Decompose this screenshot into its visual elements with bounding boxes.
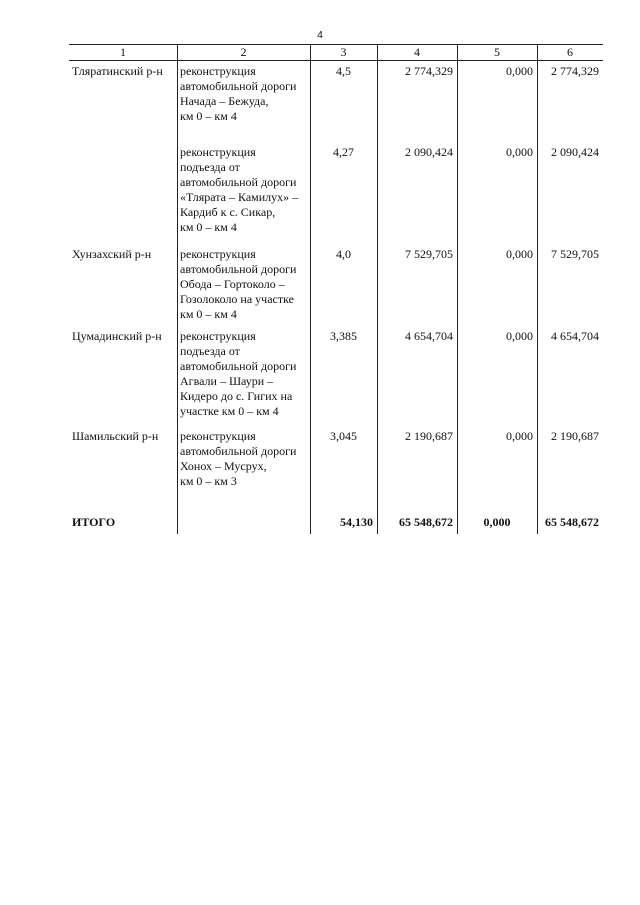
description-line: Хонох – Мусрух,	[180, 459, 267, 473]
district-cell: Хунзахский р-н	[72, 247, 152, 261]
total-cell: 2 190,687	[405, 429, 453, 443]
description-line: участке км 0 – км 4	[180, 404, 279, 418]
total-cell: 2 774,329	[405, 64, 453, 78]
description-cell	[177, 243, 310, 325]
col6-cell: 2 774,329	[551, 64, 599, 78]
description-line: подъезда от	[180, 344, 240, 358]
description-line: автомобильной дороги	[180, 359, 297, 373]
col6-cell: 2 190,687	[551, 429, 599, 443]
funding-table	[69, 44, 603, 534]
total-cell: 7 529,705	[405, 247, 453, 261]
column-header: 5	[494, 45, 500, 59]
description-line: реконструкция	[180, 64, 256, 78]
description-line: подъезда от	[180, 160, 240, 174]
description-line: автомобильной дороги	[180, 262, 297, 276]
total-col5: 0,000	[483, 515, 511, 529]
total-label: ИТОГО	[72, 515, 116, 529]
table-header-row	[69, 44, 603, 60]
district-cell	[69, 141, 177, 243]
col6-cell: 4 654,704	[551, 329, 599, 343]
page-number: 4	[317, 30, 323, 41]
table-row	[69, 141, 603, 243]
description-line: автомобильной дороги	[180, 175, 297, 189]
col5-cell: 0,000	[506, 429, 533, 443]
description-cell	[177, 325, 310, 425]
length-cell: 4,27	[333, 145, 354, 159]
table-row	[69, 325, 603, 425]
column-header: 3	[340, 45, 347, 59]
description-line: автомобильной дороги	[180, 79, 297, 93]
description-line: реконструкция	[180, 247, 256, 261]
total-col6: 65 548,672	[545, 515, 599, 529]
description-line: Кидеро до с. Гигих на	[180, 389, 293, 403]
column-header: 6	[567, 45, 573, 59]
description-line: км 0 – км 4	[180, 220, 237, 234]
total-description-cell	[177, 515, 310, 534]
length-cell: 4,5	[336, 64, 351, 78]
table-row	[69, 425, 603, 515]
description-cell	[177, 425, 310, 515]
funding-table-sheet	[69, 44, 603, 534]
description-line: реконструкция	[180, 329, 256, 343]
total-length: 54,130	[340, 515, 373, 529]
description-line: Гозолоколо на участке	[180, 292, 294, 306]
district-cell: Тляратинский р-н	[72, 64, 163, 78]
col5-cell: 0,000	[506, 329, 533, 343]
description-line: Кардиб к с. Сикар,	[180, 205, 276, 219]
description-line: реконструкция	[180, 145, 256, 159]
district-cell: Цумадинский р-н	[72, 329, 162, 343]
description-line: Обода – Гортоколо –	[180, 277, 285, 291]
description-line: «Тлярата – Камилух» –	[180, 190, 299, 204]
length-cell: 4,0	[336, 247, 351, 261]
total-cell: 4 654,704	[405, 329, 453, 343]
length-cell: 3,045	[330, 429, 357, 443]
description-line: автомобильной дороги	[180, 444, 297, 458]
column-header: 4	[414, 45, 420, 59]
total-amount: 65 548,672	[399, 515, 453, 529]
description-cell	[177, 141, 310, 243]
column-header: 2	[240, 45, 247, 59]
column-header: 1	[120, 45, 126, 59]
col6-cell: 2 090,424	[551, 145, 599, 159]
description-line: км 0 – км 3	[180, 474, 237, 488]
description-line: км 0 – км 4	[180, 109, 237, 123]
description-line: Начада – Бежуда,	[180, 94, 269, 108]
col5-cell: 0,000	[506, 64, 533, 78]
total-cell: 2 090,424	[405, 145, 453, 159]
description-cell	[177, 60, 310, 141]
total-row	[69, 515, 603, 534]
description-line: км 0 – км 4	[180, 307, 237, 321]
table-row	[69, 243, 603, 325]
length-cell: 3,385	[330, 329, 357, 343]
col5-cell: 0,000	[506, 145, 533, 159]
description-line: реконструкция	[180, 429, 256, 443]
district-cell: Шамильский р-н	[72, 429, 159, 443]
col6-cell: 7 529,705	[551, 247, 599, 261]
col5-cell: 0,000	[506, 247, 533, 261]
table-row	[69, 60, 603, 141]
description-line: Агвали – Шаури –	[180, 374, 274, 388]
